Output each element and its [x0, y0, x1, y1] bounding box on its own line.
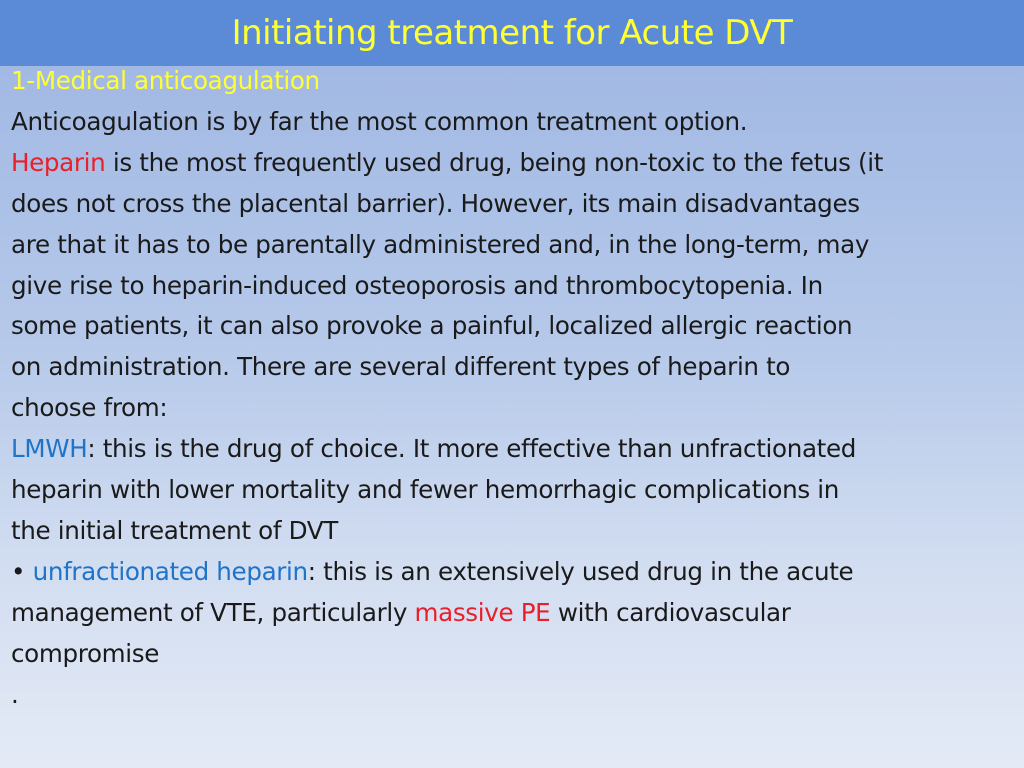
line-body	[11, 634, 1019, 675]
body-text: choose from:	[11, 393, 168, 423]
line-body	[11, 306, 1019, 347]
body-text: is the most frequently used drug, being non-toxic to the fetus (it	[105, 147, 884, 177]
line-heading	[11, 61, 1019, 102]
line-body	[11, 388, 1019, 429]
body-text: does not cross the placental barrier). However, its main disadvantages	[11, 188, 860, 218]
body-text: on administration. There are several different types of heparin to	[11, 352, 791, 382]
body-text: give rise to heparin-induced osteoporosis and thrombocytopenia. In	[11, 270, 823, 300]
line-body	[11, 266, 1019, 307]
body-text: with cardiovascular	[550, 597, 791, 627]
line-body	[11, 675, 1019, 716]
line-pe	[11, 593, 1019, 634]
line-body	[11, 225, 1019, 266]
trailing-period: .	[11, 679, 19, 709]
title-bar	[0, 0, 1024, 66]
bullet: •	[11, 556, 33, 586]
section-heading: 1-Medical anticoagulation	[11, 66, 320, 95]
heparin-term: Heparin	[11, 147, 106, 177]
line-heparin	[11, 143, 1019, 184]
line-ufh	[11, 552, 1019, 593]
ufh-term: unfractionated heparin	[32, 556, 308, 586]
body-text: the initial treatment of DVT	[11, 515, 338, 545]
body-text: heparin with lower mortality and fewer hemorrhagic complications in	[11, 475, 839, 505]
body-text: management of VTE, particularly	[11, 597, 415, 627]
line-body	[11, 470, 1019, 511]
line-intro	[11, 102, 1019, 143]
slide-title: Initiating treatment for Acute DVT	[231, 13, 793, 53]
line-body	[11, 511, 1019, 552]
massive-pe-term: massive PE	[414, 597, 551, 627]
body-text: : this is the drug of choice. It more effective than unfractionated	[87, 434, 856, 464]
line-body	[11, 184, 1019, 225]
line-lmwh	[11, 429, 1019, 470]
lmwh-term: LMWH	[11, 434, 88, 464]
slide-body	[11, 61, 1019, 716]
body-text: some patients, it can also provoke a painful, localized allergic reaction	[11, 311, 853, 341]
body-text: : this is an extensively used drug in the acute	[307, 556, 854, 586]
body-text: Anticoagulation is by far the most common treatment option.	[11, 106, 748, 136]
body-text: compromise	[11, 638, 159, 668]
body-text: are that it has to be parentally administered and, in the long-term, may	[11, 229, 870, 259]
line-body	[11, 347, 1019, 388]
